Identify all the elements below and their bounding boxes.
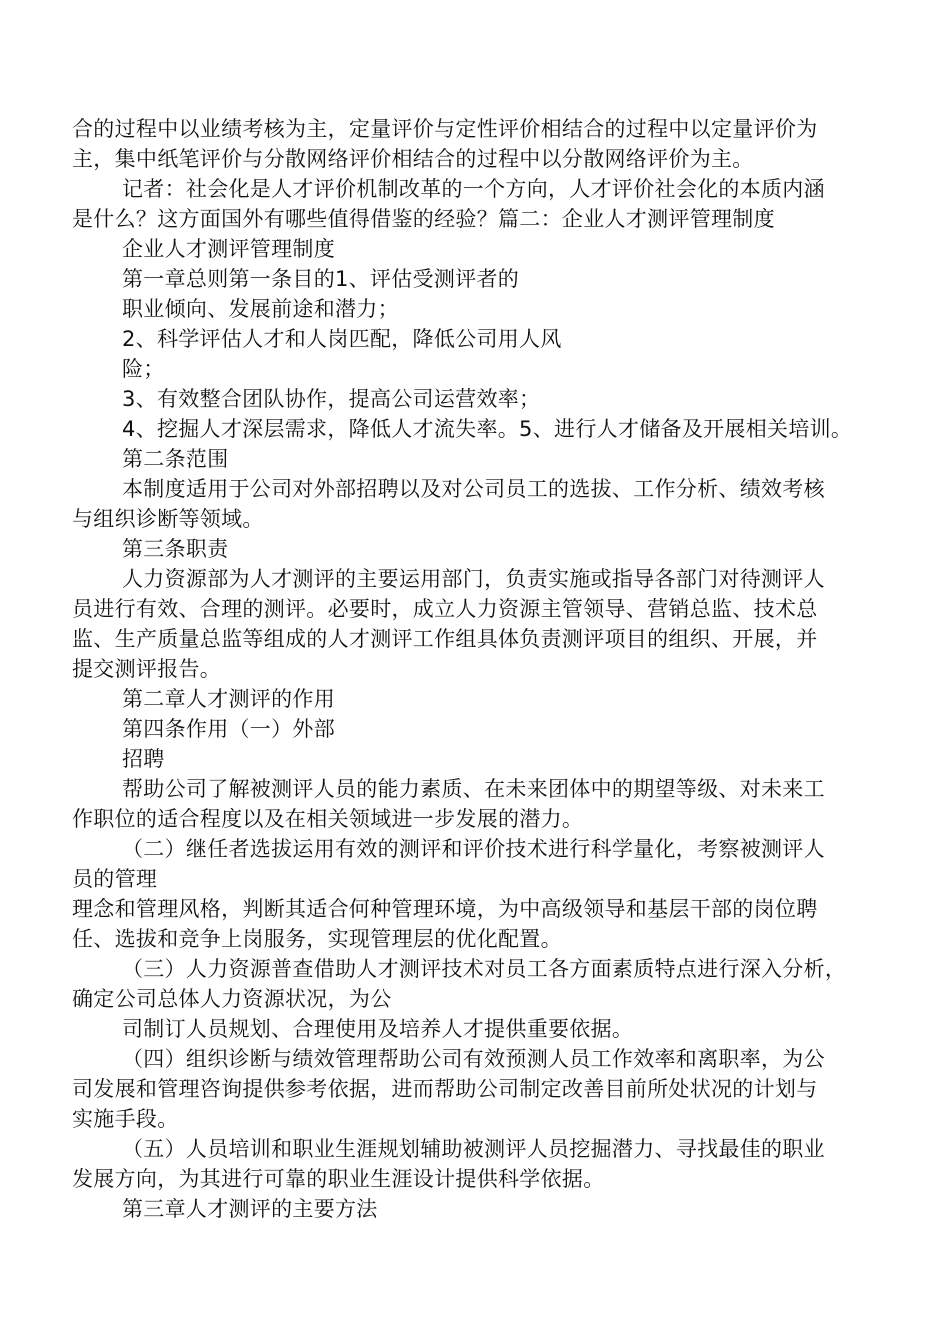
text-line: 3、有效整合团队协作，提高公司运营效率； [122, 387, 541, 411]
text-line: 司发展和管理咨询提供参考依据，进而帮助公司制定改善目前所处状况的计划与 [72, 1077, 818, 1101]
text-line: 员的管理 [72, 867, 158, 891]
text-line: 作职位的适合程度以及在相关领域进一步发展的潜力。 [72, 807, 584, 831]
text-line: 主，集中纸笔评价与分散网络评价相结合的过程中以分散网络评价为主。 [72, 147, 754, 171]
text-line: （三）人力资源普查借助人才测评技术对员工各方面素质特点进行深入分析， [122, 957, 847, 981]
text-line: 2、科学评估人才和人岗匹配，降低公司用人风 [122, 327, 562, 351]
text-line: 发展方向，为其进行可靠的职业生涯设计提供科学依据。 [72, 1167, 605, 1191]
text-line: 第一章总则第一条目的1、评估受测评者的 [122, 267, 520, 291]
text-line: 是什么？这方面国外有哪些值得借鉴的经验？篇二：企业人才测评管理制度 [72, 207, 775, 231]
text-line: 实施手段。 [72, 1107, 179, 1131]
text-line: 与组织诊断等领域。 [72, 507, 264, 531]
text-line: 企业人才测评管理制度 [122, 237, 335, 261]
text-line: 第三条职责 [122, 537, 229, 561]
text-line: （四）组织诊断与绩效管理帮助公司有效预测人员工作效率和离职率，为公 [122, 1047, 825, 1071]
text-line: （五）人员培训和职业生涯规划辅助被测评人员挖掘潜力、寻找最佳的职业 [122, 1137, 825, 1161]
text-line: 监、生产质量总监等组成的人才测评工作组具体负责测评项目的组织、开展，并 [72, 627, 818, 651]
text-line: 确定公司总体人力资源状况，为公 [72, 987, 392, 1011]
text-line: 第四条作用（一）外部 [122, 717, 335, 741]
text-line: 理念和管理风格，判断其适合何种管理环境，为中高级领导和基层干部的岗位聘 [72, 897, 818, 921]
text-line: 第二条范围 [122, 447, 229, 471]
text-line: 险； [122, 357, 165, 381]
text-line: 帮助公司了解被测评人员的能力素质、在未来团体中的期望等级、对未来工 [122, 777, 825, 801]
text-line: 人力资源部为人才测评的主要运用部门，负责实施或指导各部门对待测评人 [122, 567, 825, 591]
text-line: （二）继任者选拔运用有效的测评和评价技术进行科学量化，考察被测评人 [122, 837, 825, 861]
text-line: 第二章人才测评的作用 [122, 687, 335, 711]
text-line: 任、选拔和竞争上岗服务，实现管理层的优化配置。 [72, 927, 562, 951]
text-line: 职业倾向、发展前途和潜力； [122, 297, 399, 321]
text-line: 招聘 [122, 747, 165, 771]
text-line: 本制度适用于公司对外部招聘以及对公司员工的选拔、工作分析、绩效考核 [122, 477, 825, 501]
text-line: 合的过程中以业绩考核为主，定量评价与定性评价相结合的过程中以定量评价为 [72, 117, 818, 141]
text-line: 第三章人才测评的主要方法 [122, 1197, 378, 1221]
text-line: 提交测评报告。 [72, 657, 222, 681]
text-line: 司制订人员规划、合理使用及培养人才提供重要依据。 [122, 1017, 634, 1041]
text-line: 记者：社会化是人才评价机制改革的一个方向，人才评价社会化的本质内涵 [122, 177, 825, 201]
text-line: 4、挖掘人才深层需求，降低人才流失率。5、进行人才储备及开展相关培训。 [122, 417, 853, 441]
text-line: 员进行有效、合理的测评。必要时，成立人力资源主管领导、营销总监、技术总 [72, 597, 818, 621]
